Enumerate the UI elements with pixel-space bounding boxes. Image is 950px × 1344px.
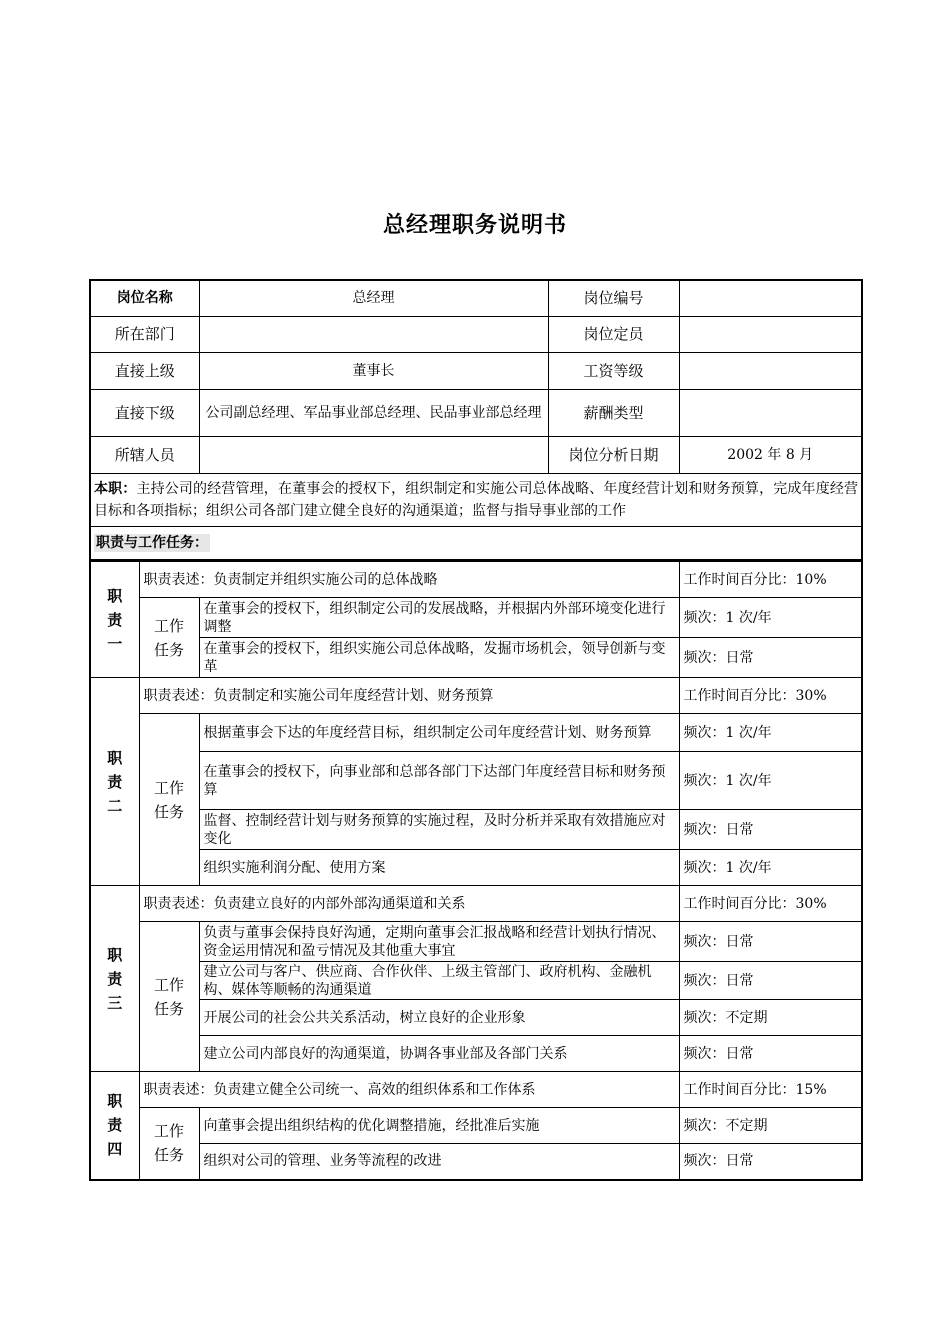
duty-name-char: 三 — [107, 993, 123, 1012]
task-row — [90, 922, 862, 962]
staff-value — [199, 436, 548, 473]
task-row — [90, 850, 862, 886]
post-no-label: 岗位编号 — [548, 280, 679, 316]
analysis-date-value: 2002 年 8 月 — [679, 436, 862, 473]
task-frequency: 频次：日常 — [679, 810, 862, 850]
task-text: 根据董事会下达的年度经营目标，组织制定公司年度经营计划、财务预算 — [199, 714, 679, 752]
basic-info-table — [89, 279, 863, 561]
task-frequency: 频次：日常 — [679, 962, 862, 1000]
duty-statement-row — [90, 1072, 862, 1108]
duties-table — [89, 561, 863, 1181]
job-summary — [90, 473, 862, 526]
subordinate-label: 直接下级 — [90, 389, 199, 436]
duty-statement: 职责表述：负责制定和实施公司年度经营计划、财务预算 — [139, 678, 679, 714]
duty-name-char: 责 — [107, 969, 123, 988]
staff-label: 所辖人员 — [90, 436, 199, 473]
task-frequency: 频次：不定期 — [679, 1108, 862, 1144]
task-text: 监督、控制经营计划与财务预算的实施过程，及时分析并采取有效措施应对变化 — [199, 810, 679, 850]
grade-value — [679, 352, 862, 389]
superior-value: 董事长 — [199, 352, 548, 389]
dept-label: 所在部门 — [90, 316, 199, 352]
task-text: 在董事会的授权下，组织制定公司的发展战略，并根据内外部环境变化进行调整 — [199, 598, 679, 638]
duty-name-char: 职 — [107, 1092, 123, 1111]
task-row — [90, 598, 862, 638]
duty-name-char: 责 — [107, 610, 123, 629]
task-text: 向董事会提出组织结构的优化调整措施，经批准后实施 — [199, 1108, 679, 1144]
post-name-label: 岗位名称 — [90, 280, 199, 316]
duty-name — [90, 886, 139, 1072]
job-description-form — [89, 279, 861, 1181]
task-row — [90, 1036, 862, 1072]
summary-text: 主持公司的经营管理，在董事会的授权下，组织制定和实施公司总体战略、年度经营计划和财务预算，完成年度经营目标和各项指标；组织公司各部门建立健全良好的沟通渠道；监督与指导事业部的工作 — [94, 480, 858, 519]
task-text: 开展公司的社会公共关系活动，树立良好的企业形象 — [199, 1000, 679, 1036]
duty-time-percent: 工作时间百分比：30% — [679, 886, 862, 922]
work-task-label: 工作 任务 — [139, 922, 199, 1072]
duty-time-percent: 工作时间百分比：10% — [679, 562, 862, 598]
work-task-label: 工作 任务 — [139, 714, 199, 886]
dept-value — [199, 316, 548, 352]
duty-name-char: 职 — [107, 748, 123, 767]
task-text: 组织实施利润分配、使用方案 — [199, 850, 679, 886]
duty-name-char: 责 — [107, 1116, 123, 1135]
quota-value — [679, 316, 862, 352]
task-row — [90, 962, 862, 1000]
task-frequency: 频次：不定期 — [679, 1000, 862, 1036]
task-frequency: 频次：日常 — [679, 1144, 862, 1180]
post-name-value: 总经理 — [199, 280, 548, 316]
task-text: 组织对公司的管理、业务等流程的改进 — [199, 1144, 679, 1180]
duty-statement-row — [90, 562, 862, 598]
work-task-label: 工作 任务 — [139, 598, 199, 678]
quota-label: 岗位定员 — [548, 316, 679, 352]
duty-time-percent: 工作时间百分比：15% — [679, 1072, 862, 1108]
duty-statement-row — [90, 678, 862, 714]
duty-time-percent: 工作时间百分比：30% — [679, 678, 862, 714]
duties-header: 职责与工作任务： — [90, 526, 862, 560]
task-row — [90, 638, 862, 678]
duty-name — [90, 562, 139, 678]
work-task-label: 工作 任务 — [139, 1108, 199, 1180]
task-frequency: 频次：1 次/年 — [679, 850, 862, 886]
task-text: 建立公司内部良好的沟通渠道，协调各事业部及各部门关系 — [199, 1036, 679, 1072]
subordinate-value: 公司副总经理、军品事业部总经理、民品事业部总经理 — [199, 389, 548, 436]
duty-statement: 职责表述：负责制定并组织实施公司的总体战略 — [139, 562, 679, 598]
task-text: 在董事会的授权下，向事业部和总部各部门下达部门年度经营目标和财务预算 — [199, 752, 679, 810]
duty-name — [90, 678, 139, 886]
duty-name-char: 责 — [107, 772, 123, 791]
superior-label: 直接上级 — [90, 352, 199, 389]
analysis-date-label: 岗位分析日期 — [548, 436, 679, 473]
duty-statement: 职责表述：负责建立健全公司统一、高效的组织体系和工作体系 — [139, 1072, 679, 1108]
pay-type-label: 薪酬类型 — [548, 389, 679, 436]
duty-statement: 职责表述：负责建立良好的内部外部沟通渠道和关系 — [139, 886, 679, 922]
task-frequency: 频次：日常 — [679, 922, 862, 962]
task-row — [90, 1144, 862, 1180]
duty-name-char: 职 — [107, 945, 123, 964]
task-text: 建立公司与客户、供应商、合作伙伴、上级主管部门、政府机构、金融机构、媒体等顺畅的沟通渠道 — [199, 962, 679, 1000]
duty-name-char: 一 — [107, 634, 123, 653]
duty-statement-row — [90, 886, 862, 922]
duty-name — [90, 1072, 139, 1180]
task-row — [90, 810, 862, 850]
summary-label: 本职： — [94, 480, 137, 497]
task-frequency: 频次：1 次/年 — [679, 598, 862, 638]
task-frequency: 频次：1 次/年 — [679, 714, 862, 752]
post-no-value — [679, 280, 862, 316]
task-frequency: 频次：日常 — [679, 1036, 862, 1072]
duty-name-char: 四 — [107, 1140, 123, 1159]
task-row — [90, 752, 862, 810]
duty-name-char: 职 — [107, 586, 123, 605]
task-row — [90, 714, 862, 752]
pay-type-value — [679, 389, 862, 436]
task-text: 负责与董事会保持良好沟通，定期向董事会汇报战略和经营计划执行情况、资金运用情况和盈亏情况及其他重大事宜 — [199, 922, 679, 962]
grade-label: 工资等级 — [548, 352, 679, 389]
duty-name-char: 二 — [107, 796, 123, 815]
task-frequency: 频次：1 次/年 — [679, 752, 862, 810]
page-title: 总经理职务说明书 — [382, 213, 567, 238]
task-row — [90, 1108, 862, 1144]
task-frequency: 频次：日常 — [679, 638, 862, 678]
task-row — [90, 1000, 862, 1036]
task-text: 在董事会的授权下，组织实施公司总体战略，发掘市场机会，领导创新与变革 — [199, 638, 679, 678]
